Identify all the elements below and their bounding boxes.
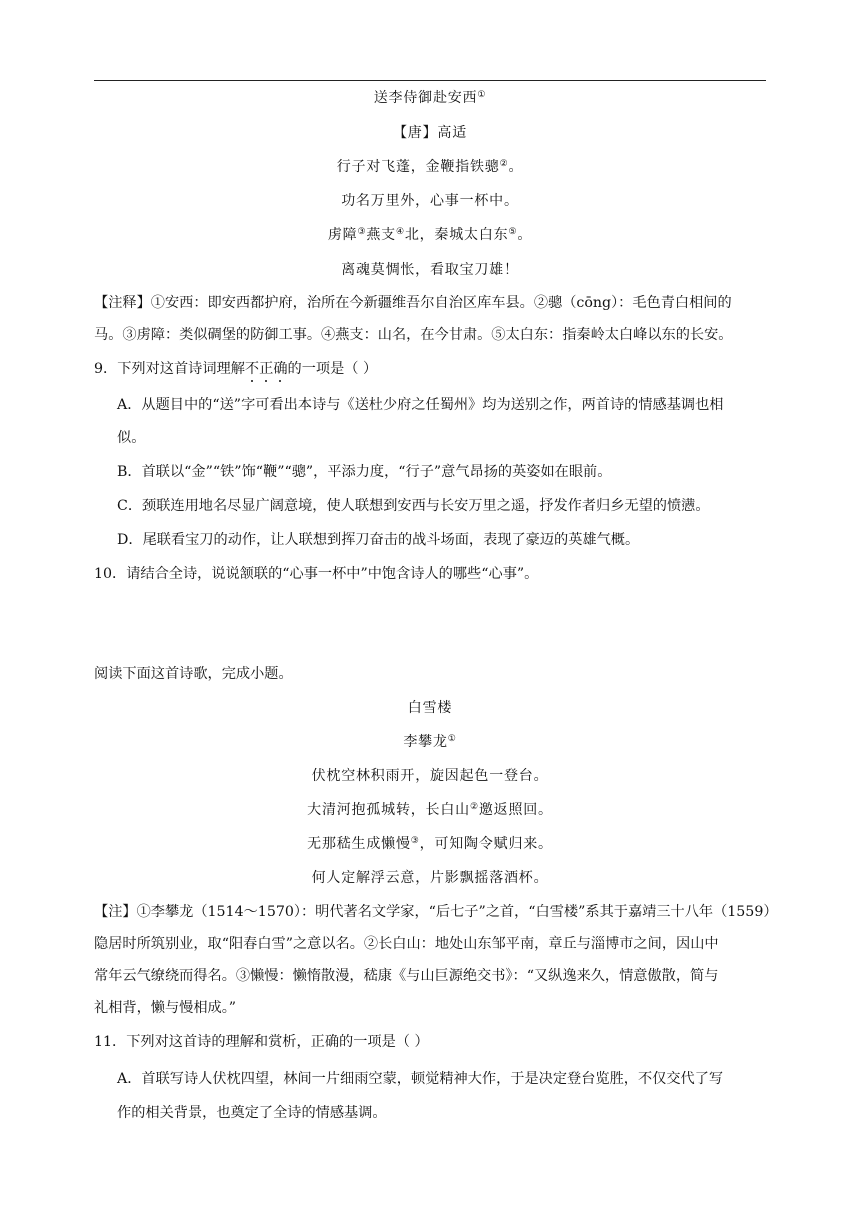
poem1-title: 送李侍御赴安西① [373,90,487,106]
footnote-marker: ② [499,159,509,169]
poem2-annotation-line-3: 常年云气缭绕而得名。③懒慢：懒惰散漫，嵇康《与山巨源绝交书》：“又纵逸来久，情意傲散，简与 [94,968,719,984]
footnote-marker: ③ [410,836,420,846]
poem2-line-3: 无那嵇生成懒慢③，可知陶令赋归来。 [307,836,553,852]
poem2-title: 白雪楼 [407,700,453,716]
footnote-marker: ① [447,734,457,744]
question-9-option-b: B．首联以“金”“铁”饰“鞭”“骢”，平添力度，“行子”意气昂扬的英姿如在眼前。 [117,464,612,480]
poem1-line-2: 功名万里外，心事一杯中。 [341,193,519,209]
question-11-stem: 11．下列对这首诗的理解和赏析，正确的一项是（ ） [94,1034,429,1050]
poem2-annotation-line-1: 【注】①李攀龙（1514～1570）：明代著名文学家，“后七子”之首，“白雪楼”系其于嘉靖三十八年（1559） [94,904,778,920]
poem1-line-3: 虏障③燕支④北，秦城太白东⑤。 [327,227,533,243]
emphasis-char: 不 [244,361,260,377]
question-11-option-a-cont: 作的相关背景，也奠定了全诗的情感基调。 [117,1105,387,1121]
poem1-annotation-line-1: 【注释】①安西：即安西都护府，治所在今新疆维吾尔自治区库车县。②骢（cōng）：毛色青白相间的 [94,295,732,311]
question-10-stem: 10．请结合全诗，说说颔联的“心事一杯中”中饱含诗人的哪些“心事”。 [94,566,539,582]
emphasis-char: 确 [273,361,288,377]
footnote-marker: ① [477,90,487,100]
question-11-option-a: A．首联写诗人伏枕四望，林间一片细雨空蒙，顿觉精神大作，于是决定登台览胜，不仅交代了写 [117,1071,724,1087]
header-rule [94,80,766,81]
footnote-marker: ③ [357,227,367,237]
poem2-author: 李攀龙① [403,734,457,750]
poem2-line-4: 何人定解浮云意，片影飘摇落酒杯。 [311,870,549,886]
answer-space [94,580,766,660]
emphasis-char: 正 [259,361,274,377]
question-9-option-a: A．从题目中的“送”字可看出本诗与《送杜少府之任蜀州》均为送别之作，两首诗的情感基调也相 [117,397,724,413]
section-2-intro: 阅读下面这首诗歌，完成小题。 [94,666,293,682]
question-9-option-d: D．尾联看宝刀的动作，让人联想到挥刀奋击的战斗场面，表现了豪迈的英雄气概。 [117,532,640,548]
poem2-line-1: 伏枕空林积雨开，旋因起色一登台。 [311,768,549,784]
footnote-marker: ② [469,802,479,812]
question-9-option-c: C．颈联连用地名尽显广阔意境，使人联想到安西与长安万里之遥，抒发作者归乡无望的愤懑。 [117,498,710,514]
poem1-author: 【唐】高适 [393,125,467,141]
poem2-annotation-line-4: 礼相背，懒与慢相成。” [94,1000,237,1016]
footnote-marker: ⑤ [508,227,518,237]
poem1-line-4: 离魂莫惆怅，看取宝刀雄！ [341,262,519,278]
poem1-annotation-line-2: 马。③虏障：类似碉堡的防御工事。④燕支：山名，在今甘肃。⑤太白东：指秦岭太白峰以东的长安。 [94,327,733,343]
question-9-stem: 9．下列对这首诗词理解不正确的一项是（ ） [94,361,378,377]
poem2-line-2: 大清河抱孤城转，长白山②邀返照回。 [307,802,553,818]
poem1-line-1: 行子对飞蓬，金鞭指铁骢②。 [336,159,524,175]
question-9-option-a-cont: 似。 [117,430,146,446]
poem2-annotation-line-2: 隐居时所筑别业，取“阳春白雪”之意以名。②长白山：地处山东邹平南，章丘与淄博市之间，因山中 [94,936,719,952]
footnote-marker: ④ [395,227,405,237]
